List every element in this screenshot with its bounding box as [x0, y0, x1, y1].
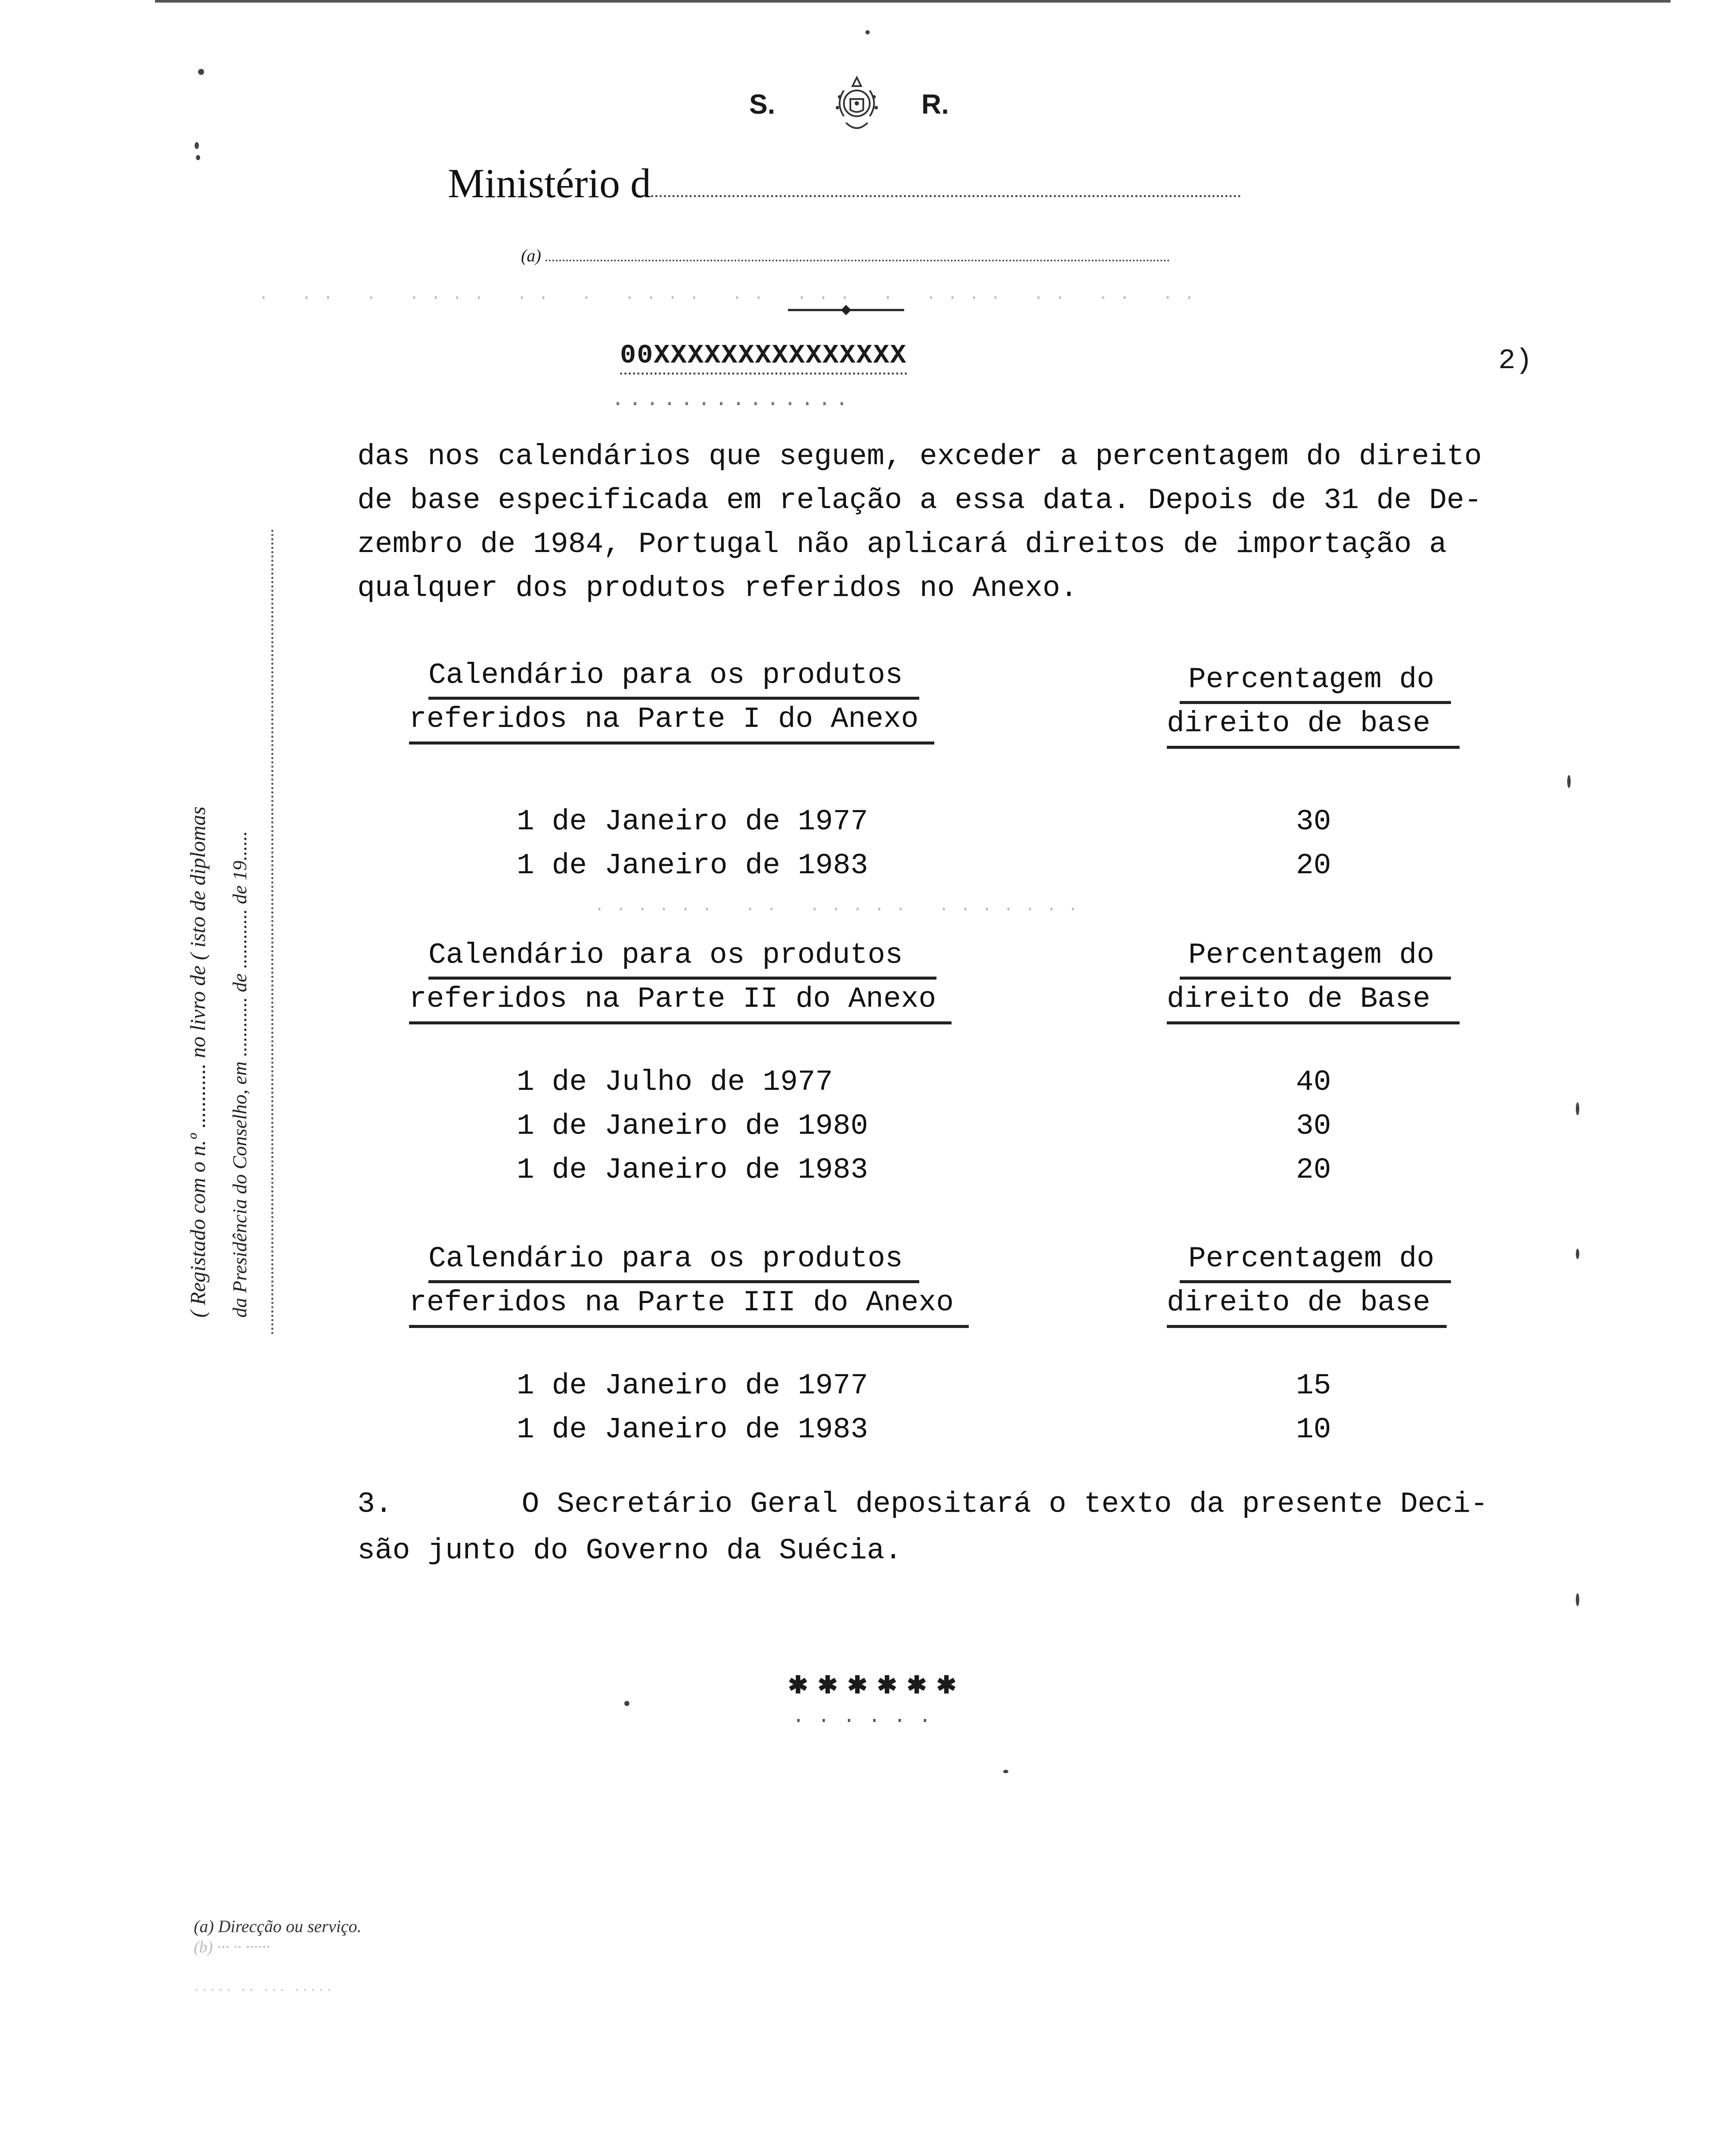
- registration-line-1: ( Registado com o n.º ............ no livro de ( isto de diplomas: [186, 806, 210, 1318]
- scan-speck: [1576, 1102, 1579, 1115]
- table-3-header-line-1: Calendário para os produtos: [428, 1242, 903, 1275]
- intro-line: das nos calendários que seguem, exceder a percentagem do direito: [357, 440, 1482, 473]
- table-2-pct-header-line-1: Percentagem do: [1188, 939, 1435, 972]
- registration-line-2: da Presidência do Conselho, em ............ de ............ de 19......: [229, 831, 251, 1318]
- scan-speck: [1576, 1249, 1579, 1259]
- table-2-rule: [1180, 977, 1451, 980]
- intro-line: qualquer dos produtos referidos no Anexo.: [357, 572, 1078, 605]
- section-3-line-1: O Secretário Geral depositará o texto da presente Deci-: [521, 1488, 1488, 1521]
- table-1-pct-header-line-2: direito de base: [1167, 707, 1431, 740]
- header-reference-code: 00XXXXXXXXXXXXXXX: [620, 340, 907, 375]
- table-2-header-line-1: Calendário para os produtos: [428, 939, 903, 972]
- section-number: 3.: [357, 1488, 393, 1521]
- top-border-line: [155, 0, 1671, 3]
- table-3-pct-header-line-2: direito de base: [1167, 1286, 1431, 1319]
- ministry-heading: [448, 159, 1241, 207]
- scan-speck: [196, 155, 200, 160]
- seal-right-letter: R.: [921, 89, 949, 120]
- table-3-header-line-2: referidos na Parte III do Anexo: [409, 1286, 954, 1319]
- table-1-rule: [1180, 701, 1451, 704]
- footnote-faded-imprint: ····· ·· ··· ·····: [194, 1981, 335, 1999]
- intro-line: de base especificada em relação a essa data. Depois de 31 de De-: [357, 484, 1482, 517]
- table-1-header-line-2: referidos na Parte I do Anexo: [409, 703, 919, 736]
- table-row-value: 20: [1296, 849, 1331, 882]
- table-2-rule: [1167, 1021, 1460, 1024]
- table-row-value: 30: [1296, 1110, 1331, 1143]
- scan-noise: · ·· · ···· ·· · ···· ·· ··· · ···· ·· ·· ··: [258, 289, 1206, 308]
- table-3-rule: [428, 1280, 919, 1283]
- section-3-paragraph: [357, 1481, 1488, 1574]
- scan-speck: [1576, 1593, 1579, 1606]
- table-2-rule: [428, 977, 936, 980]
- table-row-date: 1 de Janeiro de 1983: [517, 849, 868, 882]
- table-row-date: 1 de Janeiro de 1977: [517, 805, 868, 838]
- ministry-label: Ministério d: [448, 160, 651, 206]
- section-3-first-line: [357, 1481, 1488, 1528]
- page-number: 2): [1498, 344, 1533, 377]
- table-row-value: 10: [1296, 1413, 1331, 1446]
- table-2-rule: [409, 1021, 952, 1024]
- intro-line: zembro de 1984, Portugal não aplicará direitos de importação a: [357, 528, 1447, 561]
- table-3-pct-header-line-1: Percentagem do: [1188, 1242, 1435, 1275]
- seal-left-letter: S.: [749, 89, 775, 120]
- table-1-header-line-1: Calendário para os produtos: [428, 659, 903, 692]
- table-1-rule: [428, 697, 919, 700]
- table-2-header-line-2: referidos na Parte II do Anexo: [409, 983, 936, 1016]
- table-row-date: 1 de Janeiro de 1977: [517, 1369, 868, 1402]
- table-1-pct-header-line-1: Percentagem do: [1188, 663, 1435, 696]
- section-3-line-2: são junto do Governo da Suécia.: [357, 1534, 902, 1567]
- scan-speck: [624, 1701, 629, 1706]
- scan-speck: [195, 142, 199, 149]
- table-row-value: 40: [1296, 1066, 1331, 1099]
- table-row-date: 1 de Janeiro de 1983: [517, 1154, 868, 1187]
- table-3-rule: [1180, 1280, 1451, 1283]
- table-2-pct-header-line-2: direito de Base: [1167, 983, 1431, 1016]
- scan-speck: [865, 30, 870, 34]
- service-label: (a): [521, 246, 541, 265]
- table-3-rule: [409, 1325, 969, 1328]
- service-fill-line: [546, 260, 1170, 261]
- table-1-rule: [409, 741, 934, 745]
- footnote-faded: (b) ··· ·· ······: [194, 1938, 270, 1956]
- table-1-rule: [1167, 746, 1460, 749]
- footnote-a: (a) Direcção ou serviço.: [194, 1917, 362, 1936]
- decorative-dots: ..............: [611, 388, 853, 412]
- scan-speck: [1003, 1770, 1008, 1773]
- scan-noise: ······ ·· ····· ·······: [594, 900, 1090, 919]
- closing-stars: ✱✱✱✱✱✱: [788, 1671, 966, 1698]
- table-row-value: 30: [1296, 805, 1331, 838]
- table-row-date: 1 de Janeiro de 1980: [517, 1110, 868, 1143]
- coat-of-arms-icon: [822, 73, 891, 138]
- table-row-value: 20: [1296, 1154, 1331, 1187]
- letterhead-seal: [749, 73, 990, 142]
- registration-sidebar: [185, 499, 288, 1318]
- closing-dots: ······: [792, 1709, 944, 1733]
- table-row-date: 1 de Julho de 1977: [517, 1066, 833, 1099]
- table-3-rule: [1167, 1325, 1447, 1328]
- scan-speck: [198, 69, 204, 75]
- intro-paragraph: [357, 435, 1482, 611]
- scan-speck: [1567, 775, 1571, 788]
- service-line: [521, 245, 1170, 266]
- ministry-fill-line: [651, 195, 1241, 197]
- table-row-date: 1 de Janeiro de 1983: [517, 1413, 868, 1446]
- table-row-value: 15: [1296, 1369, 1331, 1402]
